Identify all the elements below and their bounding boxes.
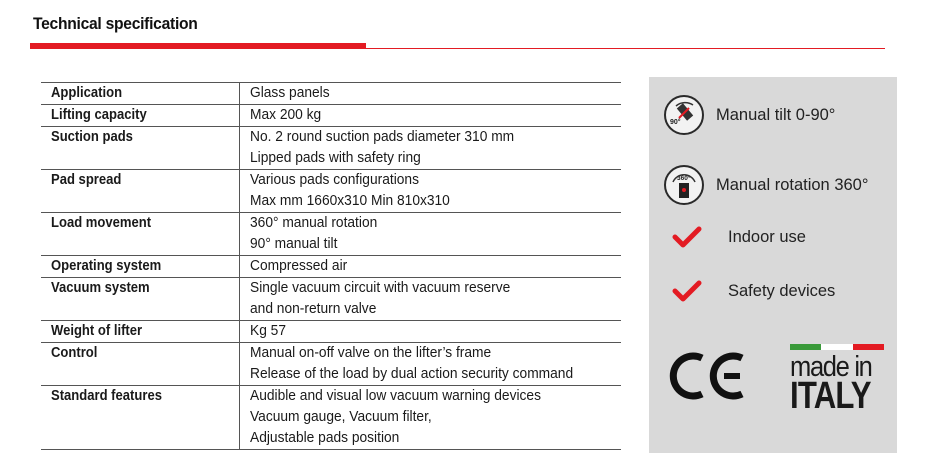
- spec-label-cell: [41, 170, 240, 213]
- feature-safety-devices-label: Safety devices: [728, 281, 836, 300]
- manual-tilt-icon: [664, 95, 704, 135]
- spec-row: [41, 127, 621, 170]
- title-underline-thin: [366, 48, 885, 49]
- spec-value-cell: [240, 386, 622, 450]
- feature-indoor-use: [672, 225, 806, 249]
- spec-value-cell: [240, 170, 622, 213]
- spec-value-cell: [240, 83, 622, 105]
- spec-label: Suction pads: [51, 129, 133, 145]
- spec-value-cell: [240, 278, 622, 321]
- spec-value-line: Lipped pads with safety ring: [250, 150, 421, 166]
- spec-value-cell: [240, 213, 622, 256]
- spec-label: Vacuum system: [51, 280, 150, 296]
- spec-label: Application: [51, 85, 123, 101]
- spec-value-line: Compressed air: [250, 258, 348, 274]
- feature-manual-tilt: [664, 95, 835, 135]
- svg-text:90°: 90°: [670, 119, 681, 126]
- spec-label-cell: [41, 127, 240, 170]
- spec-value-line: Single vacuum circuit with vacuum reserve: [250, 280, 511, 296]
- section-title: Technical specification: [33, 14, 198, 33]
- spec-label: Weight of lifter: [51, 323, 143, 339]
- title-underline-thick: [30, 43, 366, 49]
- spec-label-cell: [41, 256, 240, 278]
- spec-value-line: 360° manual rotation: [250, 215, 378, 231]
- spec-value-line: Max 200 kg: [250, 107, 322, 123]
- spec-label-cell: [41, 386, 240, 450]
- spec-label-cell: [41, 278, 240, 321]
- spec-value-line: Various pads configurations: [250, 172, 419, 188]
- spec-value-line: No. 2 round suction pads diameter 310 mm: [250, 129, 515, 145]
- ce-mark-logo: [668, 350, 746, 402]
- svg-text:360°: 360°: [677, 175, 691, 182]
- feature-indoor-use-label: Indoor use: [728, 227, 806, 246]
- spec-label: Control: [51, 345, 98, 361]
- spec-value-line: Release of the load by dual action security command: [250, 366, 574, 382]
- spec-row: [41, 321, 621, 343]
- spec-label: Pad spread: [51, 172, 122, 188]
- spec-table: [41, 82, 621, 450]
- italy-text: ITALY: [790, 375, 871, 417]
- spec-label: Operating system: [51, 258, 162, 274]
- spec-value-line: Manual on-off valve on the lifter’s frame: [250, 345, 492, 361]
- spec-value-line: Audible and visual low vacuum warning devices: [250, 388, 541, 404]
- feature-manual-rotation: [664, 165, 868, 205]
- spec-label: Standard features: [51, 388, 162, 404]
- spec-value-cell: [240, 105, 622, 127]
- feature-manual-rotation-label: Manual rotation 360°: [716, 175, 869, 194]
- made-in-italy-logo: [790, 344, 886, 417]
- spec-row: [41, 343, 621, 386]
- spec-row: [41, 105, 621, 127]
- spec-label: Lifting capacity: [51, 107, 147, 123]
- spec-value-line: Adjustable pads position: [250, 430, 400, 446]
- spec-row: [41, 170, 621, 213]
- check-icon: [672, 279, 702, 303]
- spec-value-cell: [240, 256, 622, 278]
- spec-row: [41, 256, 621, 278]
- spec-label-cell: [41, 343, 240, 386]
- spec-label-cell: [41, 321, 240, 343]
- spec-value-line: Kg 57: [250, 323, 287, 339]
- manual-rotation-icon: [664, 165, 704, 205]
- spec-value-line: and non-return valve: [250, 301, 377, 317]
- spec-value-line: Vacuum gauge, Vacuum filter,: [250, 409, 432, 425]
- italian-flag-icon: [790, 344, 884, 350]
- spec-label: Load movement: [51, 215, 152, 231]
- spec-label-cell: [41, 213, 240, 256]
- spec-label-cell: [41, 105, 240, 127]
- spec-row: [41, 213, 621, 256]
- check-icon: [672, 225, 702, 249]
- spec-row: [41, 386, 621, 450]
- spec-value-cell: [240, 343, 622, 386]
- spec-label-cell: [41, 83, 240, 105]
- spec-value-cell: [240, 321, 622, 343]
- spec-row: [41, 83, 621, 105]
- feature-safety-devices: [672, 279, 835, 303]
- spec-value-cell: [240, 127, 622, 170]
- spec-value-line: Max mm 1660x310 Min 810x310: [250, 193, 450, 209]
- made-in-text: made in: [790, 351, 872, 383]
- spec-value-line: Glass panels: [250, 85, 330, 101]
- spec-value-line: 90° manual tilt: [250, 236, 338, 252]
- spec-row: [41, 278, 621, 321]
- feature-manual-tilt-label: Manual tilt 0-90°: [716, 105, 836, 124]
